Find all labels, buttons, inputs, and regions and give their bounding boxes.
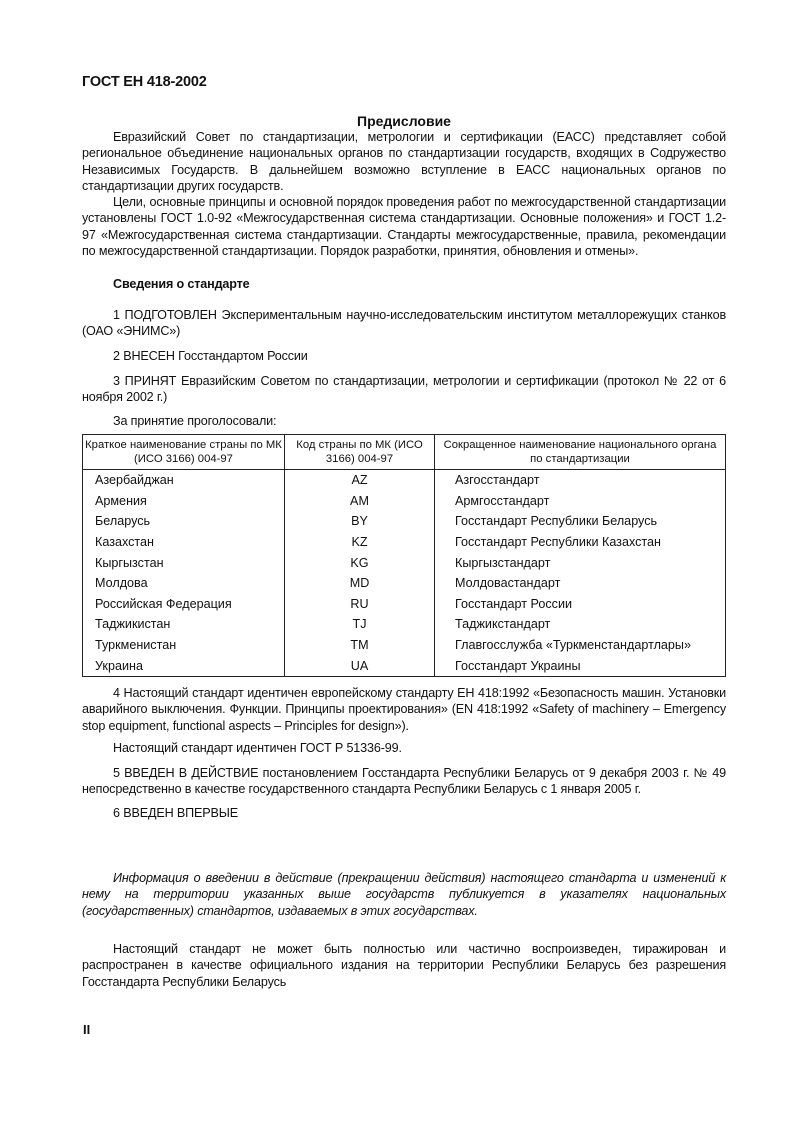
intro-paragraph-1: Евразийский Совет по стандартизации, метрологии и сертификации (ЕАСС) представляет собой региональное объединение национальных органов по стандартизации государств, входящих в Содружество Независимых Государств. В дальнейшем возможно вступление в ЕАСС национальных органов по стандартизации других государств. <box>82 130 726 193</box>
cell-org: Госстандарт Республики Казахстан <box>435 532 726 553</box>
info-heading: Сведения о стандарте <box>113 277 250 291</box>
cell-code: TM <box>285 635 435 656</box>
cell-code: UA <box>285 655 435 676</box>
voting-countries-table <box>82 434 726 677</box>
table-row <box>83 614 726 635</box>
table-row <box>83 470 726 491</box>
table-row <box>83 511 726 532</box>
cell-org: Кыргызстандарт <box>435 552 726 573</box>
cell-org: Главгосслужба «Туркменстандартлары» <box>435 635 726 656</box>
cell-country: Беларусь <box>83 511 285 532</box>
cell-code: AZ <box>285 470 435 491</box>
cell-code: RU <box>285 594 435 615</box>
cell-code: KG <box>285 552 435 573</box>
cell-code: MD <box>285 573 435 594</box>
section-title: Предисловие <box>357 113 451 129</box>
header-country: Краткое наименование страны по МК (ИСО 3166) 004-97 <box>83 435 285 470</box>
item-3: 3 ПРИНЯТ Евразийским Советом по стандартизации, метрологии и сертификации (протокол № 22 от 6 ноября 2002 г.) <box>82 374 726 405</box>
table-header-row <box>83 435 726 470</box>
cell-country: Кыргызстан <box>83 552 285 573</box>
cell-code: TJ <box>285 614 435 635</box>
table-row <box>83 594 726 615</box>
item-5: 5 ВВЕДЕН В ДЕЙСТВИЕ постановлением Госстандарта Республики Беларусь от 9 декабря 2003 г. № 49 непосредственно в качестве государственного стандарта Республики Беларусь с 1 января 2005 г. <box>82 766 726 797</box>
table-row <box>83 573 726 594</box>
cell-code: KZ <box>285 532 435 553</box>
item-6: 6 ВВЕДЕН ВПЕРВЫЕ <box>113 806 239 820</box>
cell-country: Российская Федерация <box>83 594 285 615</box>
cell-org: Госстандарт России <box>435 594 726 615</box>
page-number: II <box>83 1022 91 1037</box>
table-row <box>83 635 726 656</box>
item-4: 4 Настоящий стандарт идентичен европейскому стандарту ЕН 418:1992 «Безопасность машин. Установки аварийного выключения. Функции. Принципы проектирования» (EN 418:1992 «Safety of machinery – Emergency stop equipment, functional aspects – Principles for design»). <box>82 686 726 733</box>
notice-paragraph: Информация о введении в действие (прекращении действия) настоящего стандарта и изменений к нему на территории указанных выше государств публикуется в указателях национальных (государственных) стандартов, издаваемых в этих государствах. <box>82 871 726 918</box>
item-1: 1 ПОДГОТОВЛЕН Экспериментальным научно-исследовательским институтом металлорежущих станков (ОАО «ЭНИМС») <box>82 308 726 339</box>
copyright-paragraph: Настоящий стандарт не может быть полностью или частично воспроизведен, тиражирован и распространен в качестве официального издания на территории Республики Беларусь без разрешения Госстандарта Республики Беларусь <box>82 942 726 989</box>
item-2: 2 ВНЕСЕН Госстандартом России <box>113 349 308 363</box>
header-org: Сокращенное наименование национального органа по стандартизации <box>435 435 726 470</box>
table-row <box>83 491 726 512</box>
cell-country: Украина <box>83 655 285 676</box>
cell-country: Туркменистан <box>83 635 285 656</box>
intro-paragraph-2: Цели, основные принципы и основной порядок проведения работ по межгосударственной стандартизации установлены ГОСТ 1.0-92 «Межгосударственная система стандартизации. Основные положения» и ГОСТ 1.2-97 «Межгосударственная система стандартизации. Стандарты межгосударственные, правила, рекомендации по межгосударственной стандартизации. Порядок разработки, принятия, обновления и отмены». <box>82 195 726 258</box>
header-code: Код страны по МК (ИСО 3166) 004-97 <box>285 435 435 470</box>
cell-org: Госстандарт Республики Беларусь <box>435 511 726 532</box>
cell-country: Молдова <box>83 573 285 594</box>
cell-country: Азербайджан <box>83 470 285 491</box>
cell-org: Армгосстандарт <box>435 491 726 512</box>
item-4-note: Настоящий стандарт идентичен ГОСТ Р 51336-99. <box>113 741 402 755</box>
document-code: ГОСТ ЕН 418-2002 <box>82 74 207 90</box>
voted-label: За принятие проголосовали: <box>113 414 277 428</box>
table-row <box>83 552 726 573</box>
table-row <box>83 655 726 676</box>
cell-country: Таджикистан <box>83 614 285 635</box>
cell-country: Казахстан <box>83 532 285 553</box>
table-row <box>83 532 726 553</box>
cell-org: Таджикстандарт <box>435 614 726 635</box>
cell-code: AM <box>285 491 435 512</box>
cell-code: BY <box>285 511 435 532</box>
cell-org: Молдовастандарт <box>435 573 726 594</box>
cell-country: Армения <box>83 491 285 512</box>
cell-org: Азгосстандарт <box>435 470 726 491</box>
cell-org: Госстандарт Украины <box>435 655 726 676</box>
